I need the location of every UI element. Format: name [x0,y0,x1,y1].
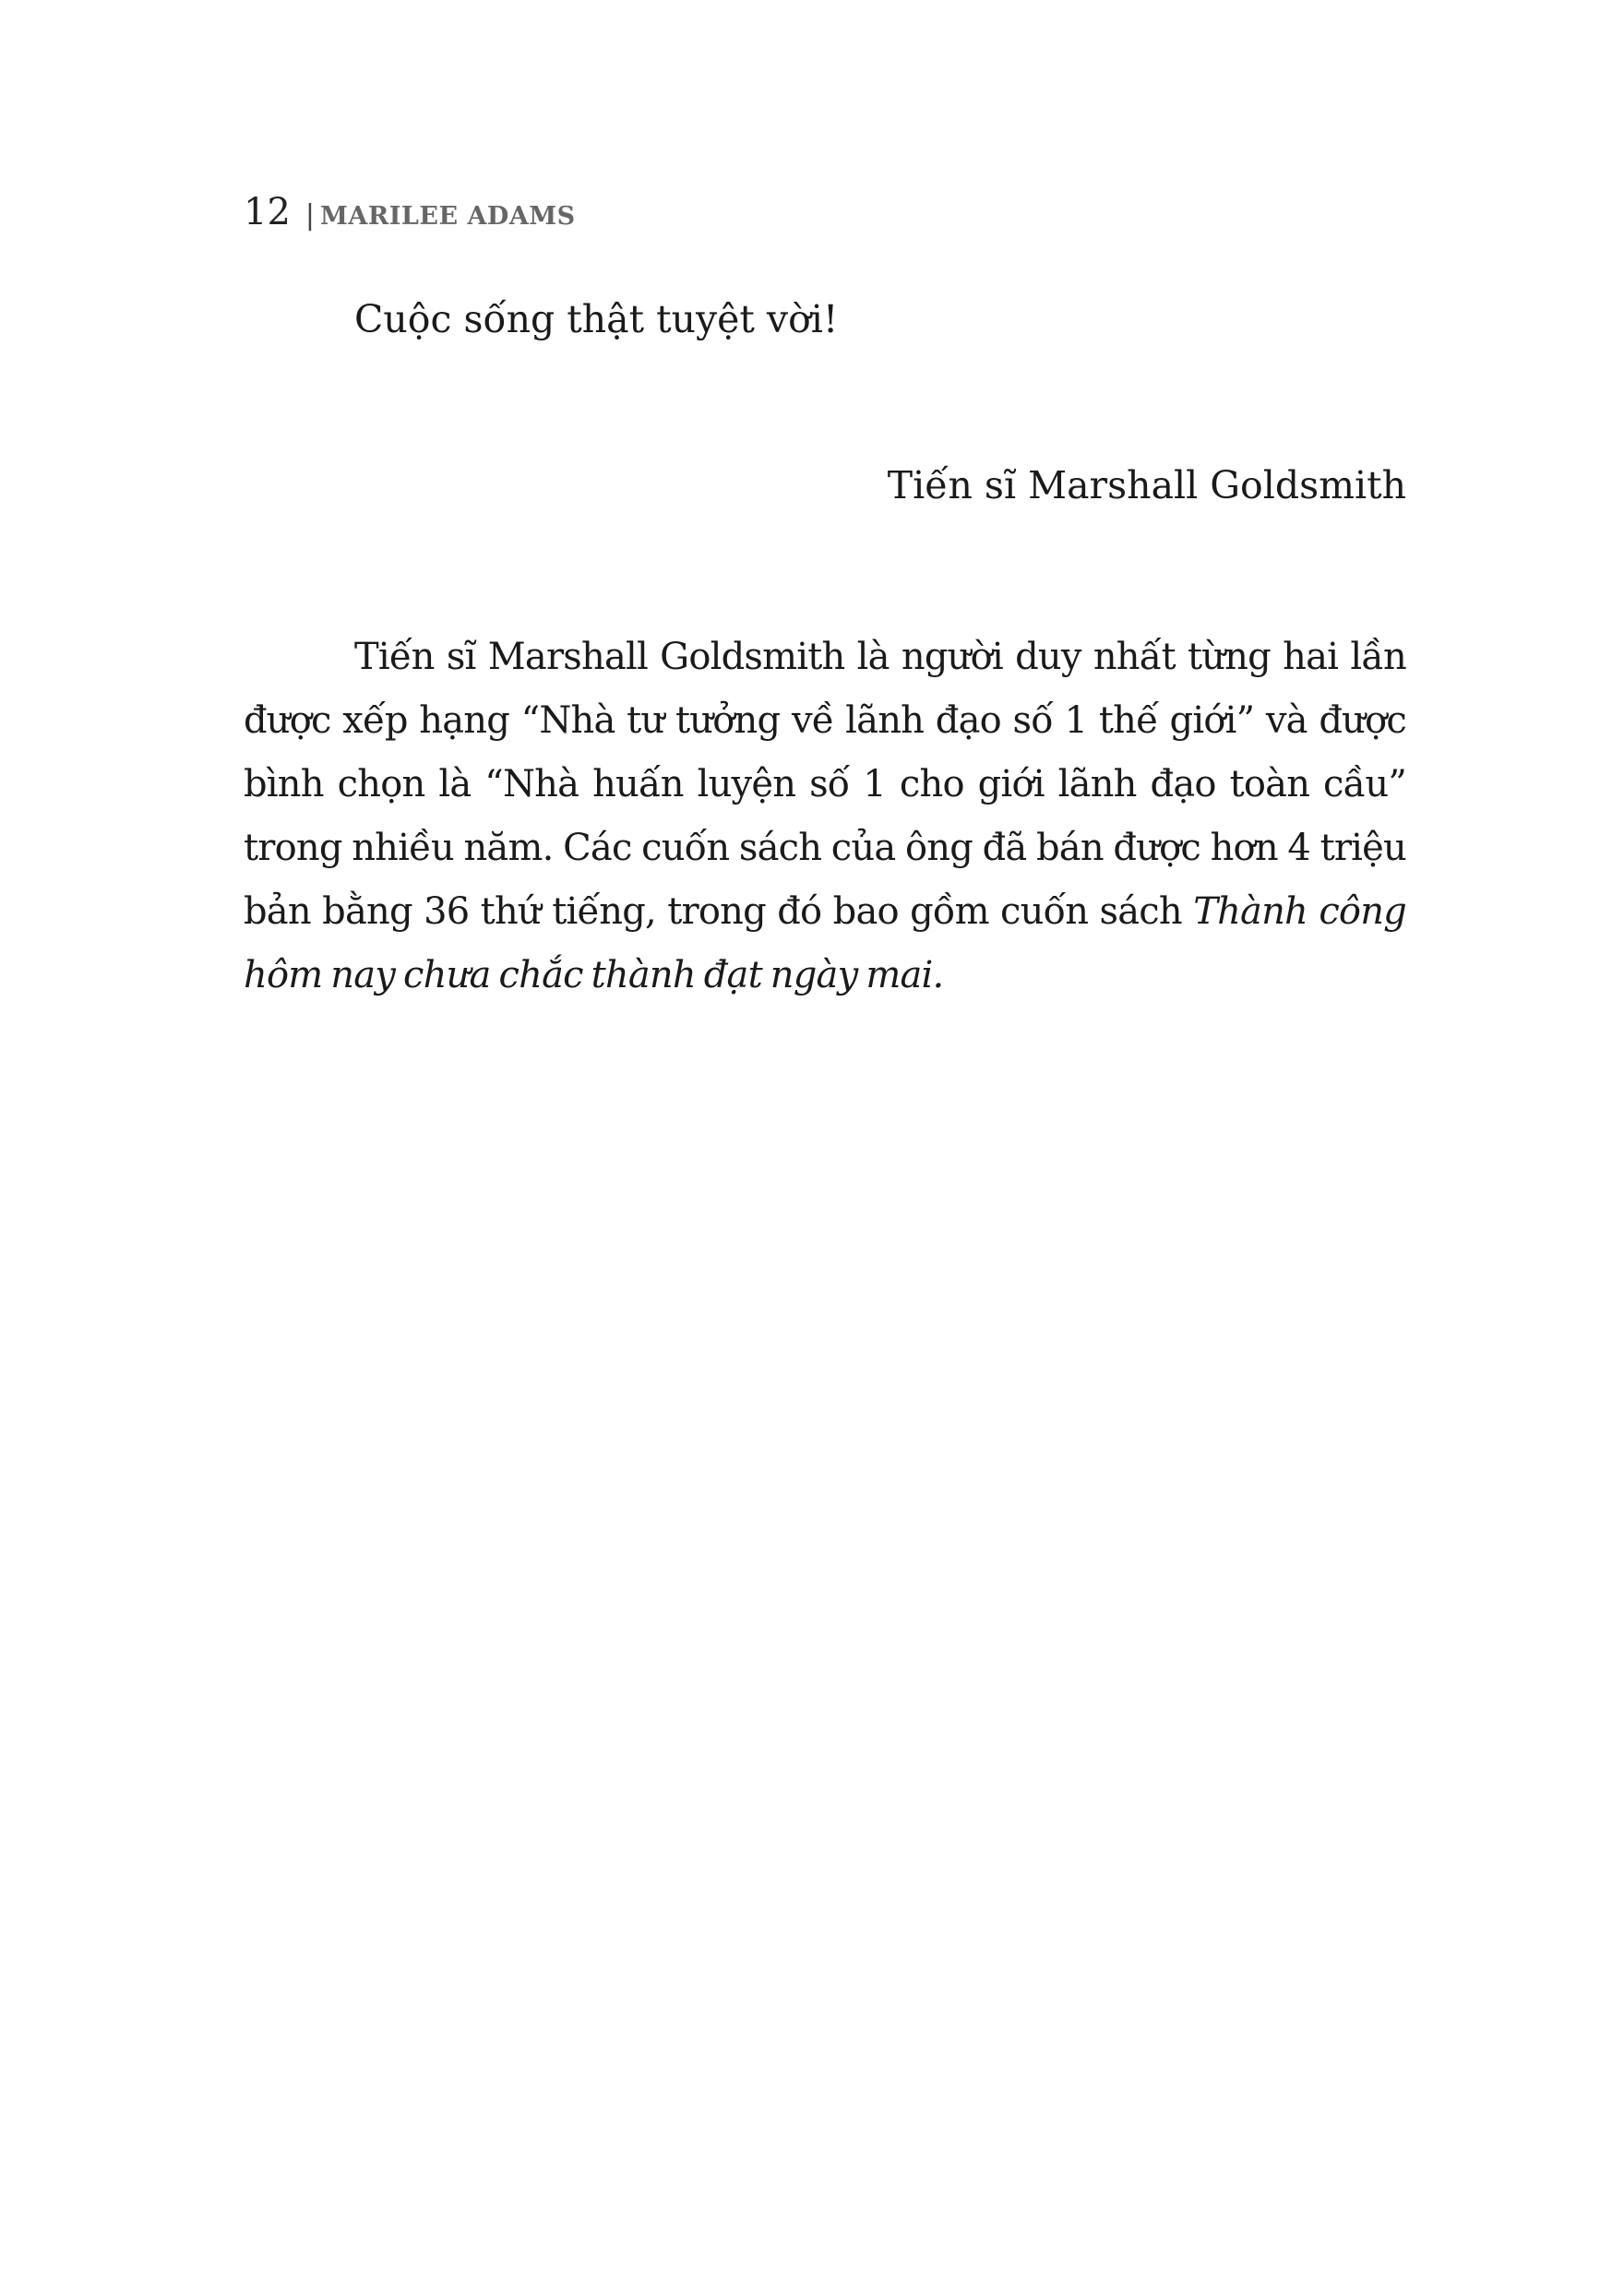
header-separator: | [304,199,316,232]
book-title: Thành công hôm nay chưa chắc thành đạt ngày mai. [244,890,1406,996]
opening-line: Cuộc sống thật tuyệt vời! [354,297,839,341]
header-author: MARILEE ADAMS [320,202,576,231]
bio-text: Tiến sĩ Marshall Goldsmith là người duy nhất từng hai lần được xếp hạng “Nhà tư tưởng về lãnh đạo số 1 thế giới” và được bình chọn là “Nhà huấn luyện số 1 cho giới lãnh đạo toàn cầu” trong nhiều năm. Các cuốn sách của ông đã bán được hơn 4 triệu bản bằng 36 thứ tiếng, trong đó bao gồm cuốn sách [244,636,1406,933]
running-header [244,191,576,233]
bio-paragraph-block [244,626,1406,1008]
signature: Tiến sĩ Marshall Goldsmith [887,463,1406,507]
page-number: 12 [244,191,291,233]
bio-paragraph [244,626,1406,1008]
